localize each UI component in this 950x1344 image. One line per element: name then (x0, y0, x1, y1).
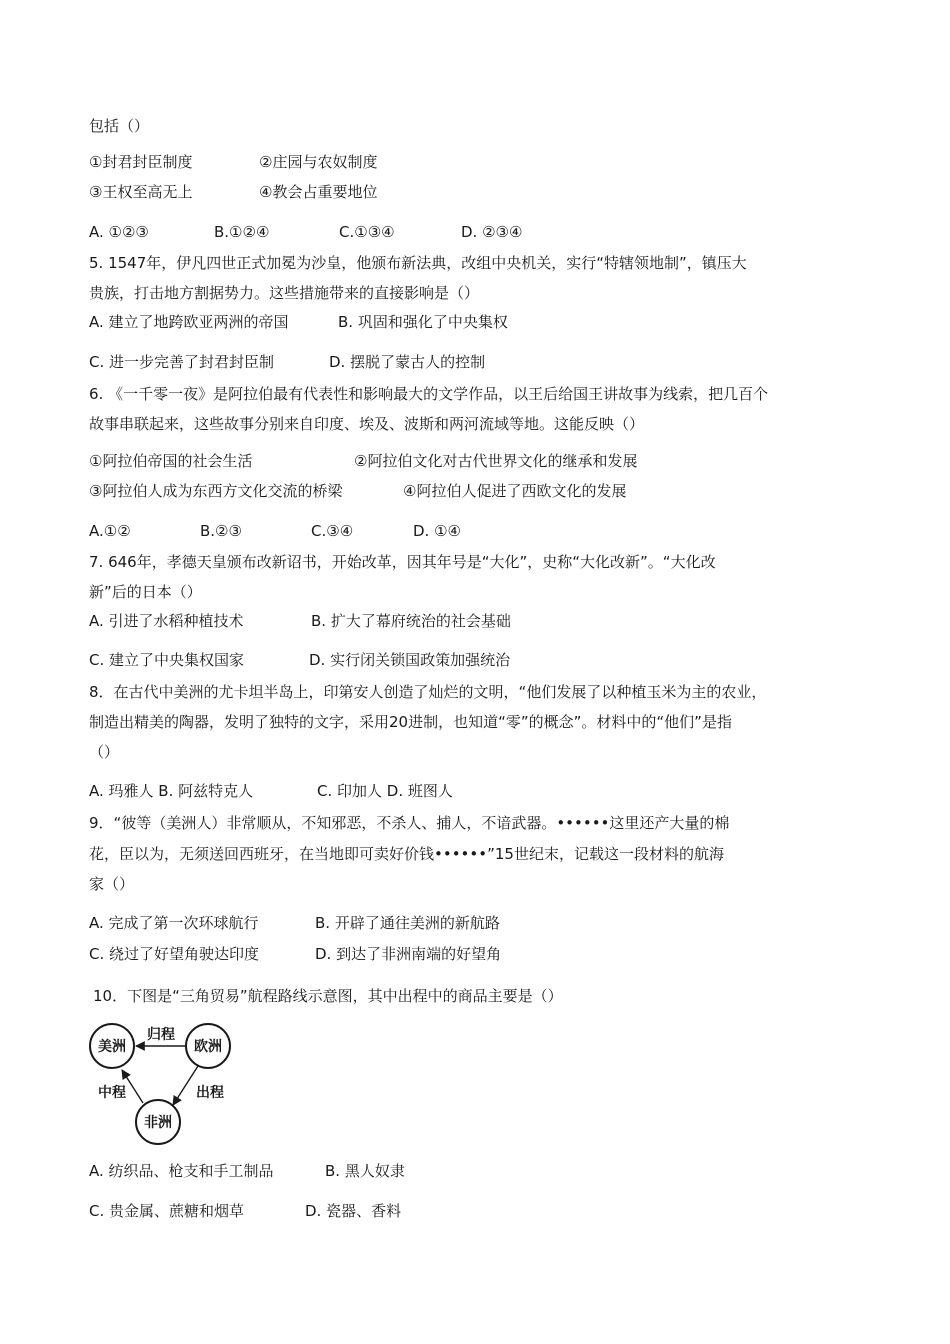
q7-stem-line-2: 新”后的日本（） (89, 583, 202, 601)
q4-option-2: ②庄园与农奴制度 (259, 153, 378, 171)
q10-answer-row-2 (89, 1201, 401, 1221)
q7-answer-b: B. 扩大了幕府统治的社会基础 (311, 612, 511, 630)
q10-answer-a: A. 纺织品、枪支和手工制品 (89, 1162, 274, 1180)
q4-answer-c: C.①③④ (339, 223, 395, 241)
q4-answer-b: B.①②④ (214, 223, 270, 241)
q8-answers-cd: C. 印加人 D. 班图人 (317, 782, 453, 800)
q5-answer-row-2 (89, 352, 485, 372)
q5-answer-b: B. 巩固和强化了中央集权 (338, 313, 508, 331)
q9-answer-b: B. 开辟了通往美洲的新航路 (315, 914, 500, 932)
q8-answer-row (89, 781, 453, 801)
q6-option-1: ①阿拉伯帝国的社会生活 (89, 452, 253, 470)
q4-answer-d: D. ②③④ (461, 223, 523, 241)
q6-stem-line-1: 6. 《一千零一夜》是阿拉伯最有代表性和影响最大的文学作品，以王后给国王讲故事为线索，把几百个 (89, 385, 769, 403)
q6-answer-b: B.②③ (200, 522, 242, 540)
q4-option-row-1 (89, 152, 377, 172)
americas-label: 美洲 (98, 1039, 126, 1055)
q6-option-4: ④阿拉伯人促进了西欧文化的发展 (403, 482, 627, 500)
q8-stem-line-3: （） (89, 743, 120, 761)
q4-stem-tail: 包括（） (89, 117, 150, 135)
q8-answers-ab: A. 玛雅人 B. 阿兹特克人 (89, 782, 254, 800)
q8-stem-line-1: 8．在古代中美洲的尤卡坦半岛上，印第安人创造了灿烂的文明，“他们发展了以种植玉米为主的农业， (89, 683, 767, 701)
q10-stem-line-1: 10．下图是“三角贸易”航程路线示意图，其中出程中的商品主要是（） (93, 987, 563, 1005)
q6-option-row-2 (89, 481, 626, 501)
q5-stem-line-2: 贵族，打击地方割据势力。这些措施带来的直接影响是（） (89, 284, 480, 302)
q10-answer-d: D. 瓷器、香料 (305, 1202, 402, 1220)
outbound-route-label: 出程 (196, 1085, 224, 1101)
europe-label: 欧洲 (194, 1039, 222, 1055)
q4-answer-row (89, 222, 522, 242)
africa-label: 非洲 (144, 1115, 172, 1131)
q9-answer-row-2 (89, 944, 501, 964)
q5-answer-c: C. 进一步完善了封君封臣制 (89, 353, 275, 371)
outbound-route-arrow (173, 1066, 198, 1105)
q6-answer-a: A.①② (89, 522, 131, 540)
q10-answer-b: B. 黑人奴隶 (325, 1162, 405, 1180)
q9-answer-d: D. 到达了非洲南端的好望角 (315, 945, 502, 963)
q4-option-1: ①封君封臣制度 (89, 153, 193, 171)
q6-answer-c: C.③④ (311, 522, 354, 540)
q9-stem-line-1: 9．“彼等（美洲人）非常顺从，不知邪恶，不杀人、捕人，不谙武器。••••••这里还产大量的棉 (89, 814, 730, 832)
q6-option-3: ③阿拉伯人成为东西方文化交流的桥梁 (89, 482, 343, 500)
q7-answer-d: D. 实行闭关锁国政策加强统治 (309, 651, 511, 669)
q6-stem-line-2: 故事串联起来，这些故事分别来自印度、埃及、波斯和两河流域等地。这能反映（） (89, 415, 645, 433)
triangle-trade-diagram (86, 1018, 246, 1153)
q9-stem-line-3: 家（） (89, 875, 135, 893)
q6-option-2: ②阿拉伯文化对古代世界文化的继承和发展 (354, 452, 638, 470)
q4-option-row-2 (89, 182, 377, 202)
q5-answer-row-1 (89, 312, 508, 332)
q4-answer-a: A. ①②③ (89, 223, 149, 241)
q7-answer-row-2 (89, 650, 510, 670)
q4-option-4: ④教会占重要地位 (259, 183, 378, 201)
q10-answer-c: C. 贵金属、蔗糖和烟草 (89, 1202, 245, 1220)
q4-option-3: ③王权至高无上 (89, 183, 193, 201)
q9-answer-a: A. 完成了第一次环球航行 (89, 914, 259, 932)
q5-stem-line-1: 5. 1547年，伊凡四世正式加冕为沙皇，他颁布新法典，改组中央机关，实行“特辖领地制”，镇压大 (89, 254, 747, 272)
q9-answer-c: C. 绕过了好望角驶达印度 (89, 945, 260, 963)
q9-stem-line-2: 花，臣以为，无须送回西班牙，在当地即可卖好价钱••••••”15世纪末，记载这一段材料的航海 (89, 845, 724, 863)
q7-stem-line-1: 7. 646年，孝德天皇颁布改新诏书，开始改革，因其年号是“大化”，史称“大化改新”。“大化改 (89, 553, 716, 571)
middle-route-label: 中程 (98, 1085, 126, 1101)
q6-answer-row (89, 521, 461, 541)
q7-answer-c: C. 建立了中央集权国家 (89, 651, 245, 669)
q6-answer-d: D. ①④ (413, 522, 461, 540)
return-route-label: 归程 (147, 1027, 175, 1043)
q9-answer-row-1 (89, 913, 500, 933)
q6-option-row-1 (89, 451, 637, 471)
q10-answer-row-1 (89, 1161, 405, 1181)
q7-answer-row-1 (89, 611, 511, 631)
q5-answer-d: D. 摆脱了蒙古人的控制 (329, 353, 486, 371)
q5-answer-a: A. 建立了地跨欧亚两洲的帝国 (89, 313, 289, 331)
q7-answer-a: A. 引进了水稻种植技术 (89, 612, 244, 630)
q8-stem-line-2: 制造出精美的陶器，发明了独特的文字，采用20进制，也知道“零”的概念”。材料中的“他们”是指 (89, 713, 732, 731)
